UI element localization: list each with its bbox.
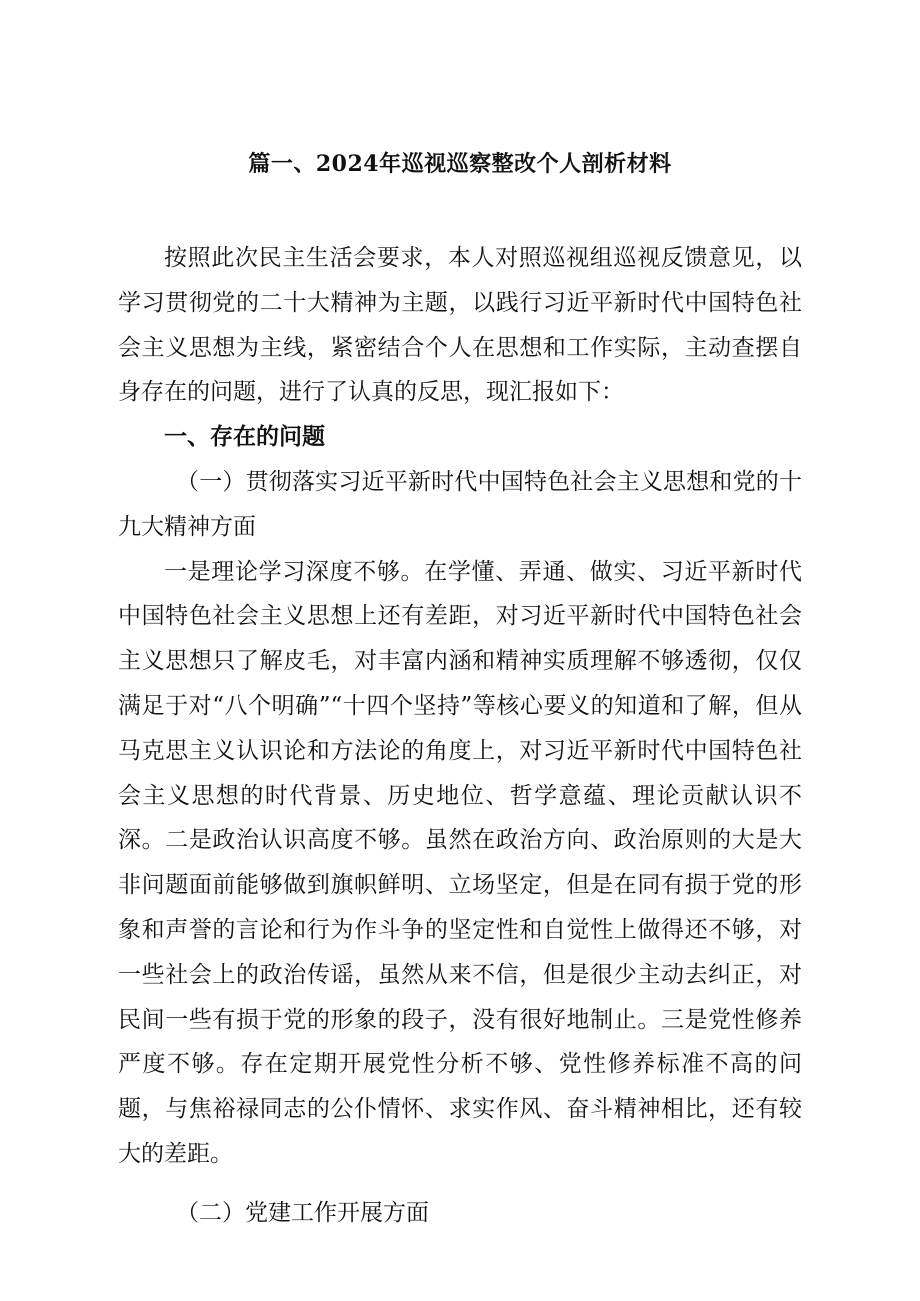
subsection-heading-1: （一）贯彻落实习近平新时代中国特色社会主义思想和党的十九大精神方面 — [118, 468, 802, 540]
document-body — [118, 236, 802, 1236]
subsection-heading-2: （二）党建工作开展方面 — [176, 1199, 429, 1226]
intro-paragraph: 按照此次民主生活会要求，本人对照巡视组巡视反馈意见，以学习贯彻党的二十大精神为主题，以践行习近平新时代中国特色社会主义思想为主线，紧密结合个人在思想和工作实际，主动查摆自身存在的问题，进行了认真的反思，现汇报如下： — [118, 245, 802, 406]
subsection-1-paragraph: 一是理论学习深度不够。在学懂、弄通、做实、习近平新时代中国特色社会主义思想上还有差距，对习近平新时代中国特色社会主义思想只了解皮毛，对丰富内涵和精神实质理解不够透彻，仅仅满足于对“八个明确”“十四个坚持”等核心要义的知道和了解，但从马克思主义认识论和方法论的角度上，对习近平新时代中国特色社会主义思想的时代背景、历史地位、哲学意蕴、理论贡献认识不深。二是政治认识高度不够。虽然在政治方向、政治原则的大是大非问题面前能够做到旗帜鲜明、立场坚定，但是在同有损于党的形象和声誉的言论和行为作斗争的坚定性和自觉性上做得还不够，对一些社会上的政治传谣，虽然从来不信，但是很少主动去纠正，对民间一些有损于党的形象的段子，没有很好地制止。三是党性修养严度不够。存在定期开展党性分析不够、党性修养标准不高的问题，与焦裕禄同志的公仆情怀、求实作风、奋斗精神相比，还有较大的差距。 — [118, 558, 802, 1167]
document-title: 篇一、2024年巡视巡察整改个人剖析材料 — [248, 151, 672, 177]
section-heading-problems: 一、存在的问题 — [164, 423, 325, 451]
